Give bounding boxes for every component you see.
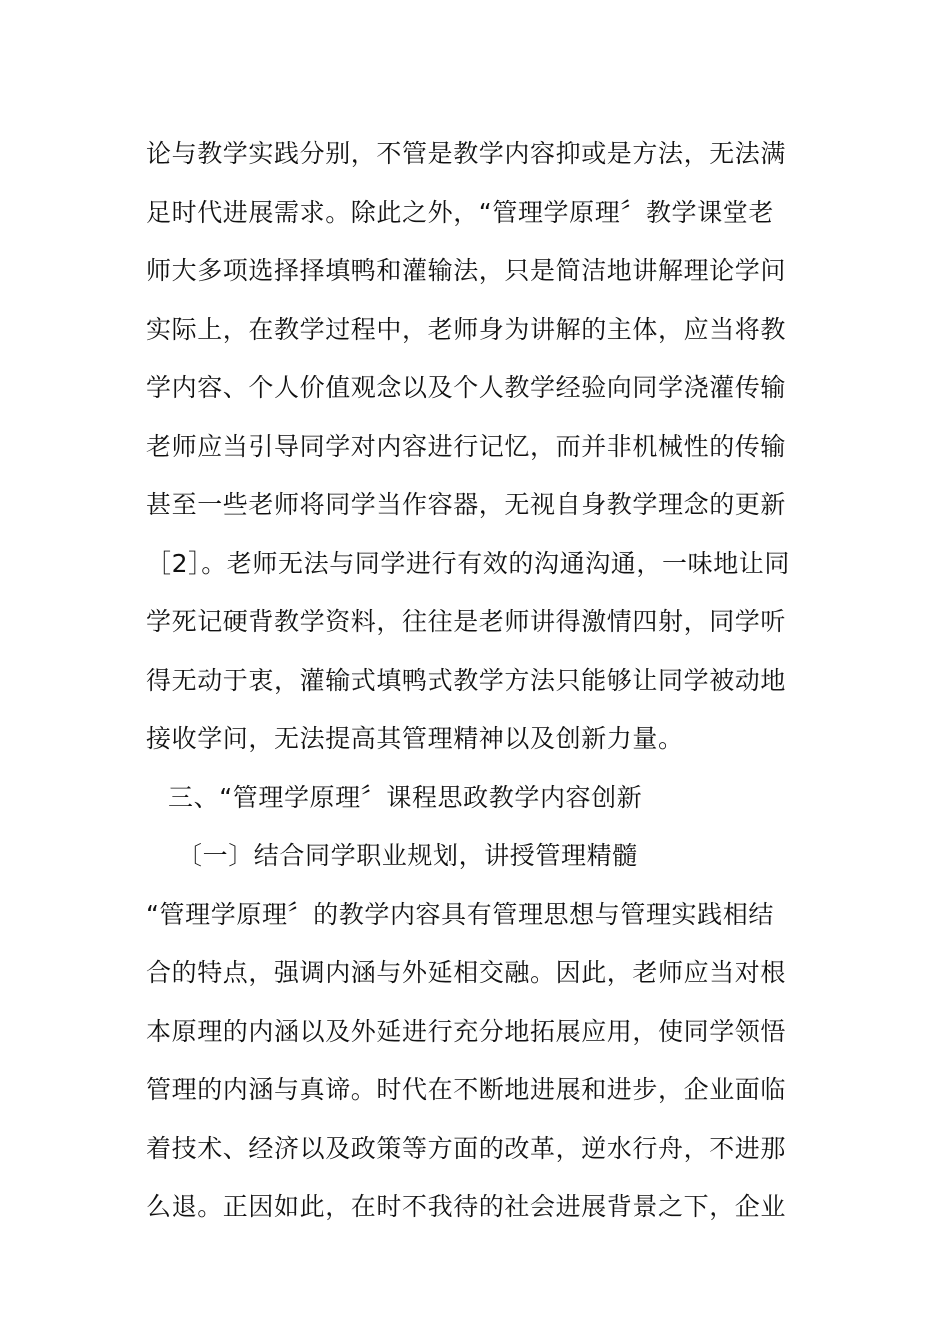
text-line: 师大多项选择择填鸭和灌输法，只是简洁地讲解理论学问 bbox=[146, 256, 787, 285]
text-line: 论与教学实践分别，不管是教学内容抑或是方法，无法满 bbox=[146, 139, 787, 168]
subsection-heading: 〔一〕结合同学职业规划，讲授管理精髓 bbox=[177, 841, 638, 870]
section-heading: 三、“管理学原理〞课程思政教学内容创新 bbox=[168, 783, 643, 812]
text-line: 足时代进展需求。除此之外，“管理学原理〞教学课堂老 bbox=[146, 198, 774, 227]
text-line: 得无动于衷，灌输式填鸭式教学方法只能够让同学被动地 bbox=[146, 666, 787, 695]
text-line: 管理的内涵与真谛。时代在不断地进展和进步，企业面临 bbox=[146, 1075, 787, 1104]
text-line: 着技术、经济以及政策等方面的改革，逆水行舟，不进那 bbox=[146, 1134, 787, 1163]
text-line: 么退。正因如此，在时不我待的社会进展背景之下，企业 bbox=[146, 1192, 787, 1221]
text-line: ［2］。老师无法与同学进行有效的沟通沟通，一味地让同 bbox=[146, 549, 791, 578]
text-line: 本原理的内涵以及外延进行充分地拓展应用，使同学领悟 bbox=[146, 1017, 787, 1046]
text-line: 学死记硬背教学资料，往往是老师讲得激情四射，同学听 bbox=[146, 607, 787, 636]
text-line: 接收学问，无法提高其管理精神以及创新力量。 bbox=[146, 724, 684, 753]
text-line: 甚至一些老师将同学当作容器，无视自身教学理念的更新 bbox=[146, 490, 787, 519]
text-line: 老师应当引导同学对内容进行记忆，而并非机械性的传输 bbox=[146, 432, 787, 461]
text-line: 实际上，在教学过程中，老师身为讲解的主体，应当将教 bbox=[146, 315, 787, 344]
text-line: 学内容、个人价值观念以及个人教学经验向同学浇灌传输 bbox=[146, 373, 787, 402]
text-line: 合的特点，强调内涵与外延相交融。因此，老师应当对根 bbox=[146, 958, 787, 987]
text-line: “管理学原理〞的教学内容具有管理思想与管理实践相结 bbox=[146, 900, 774, 929]
